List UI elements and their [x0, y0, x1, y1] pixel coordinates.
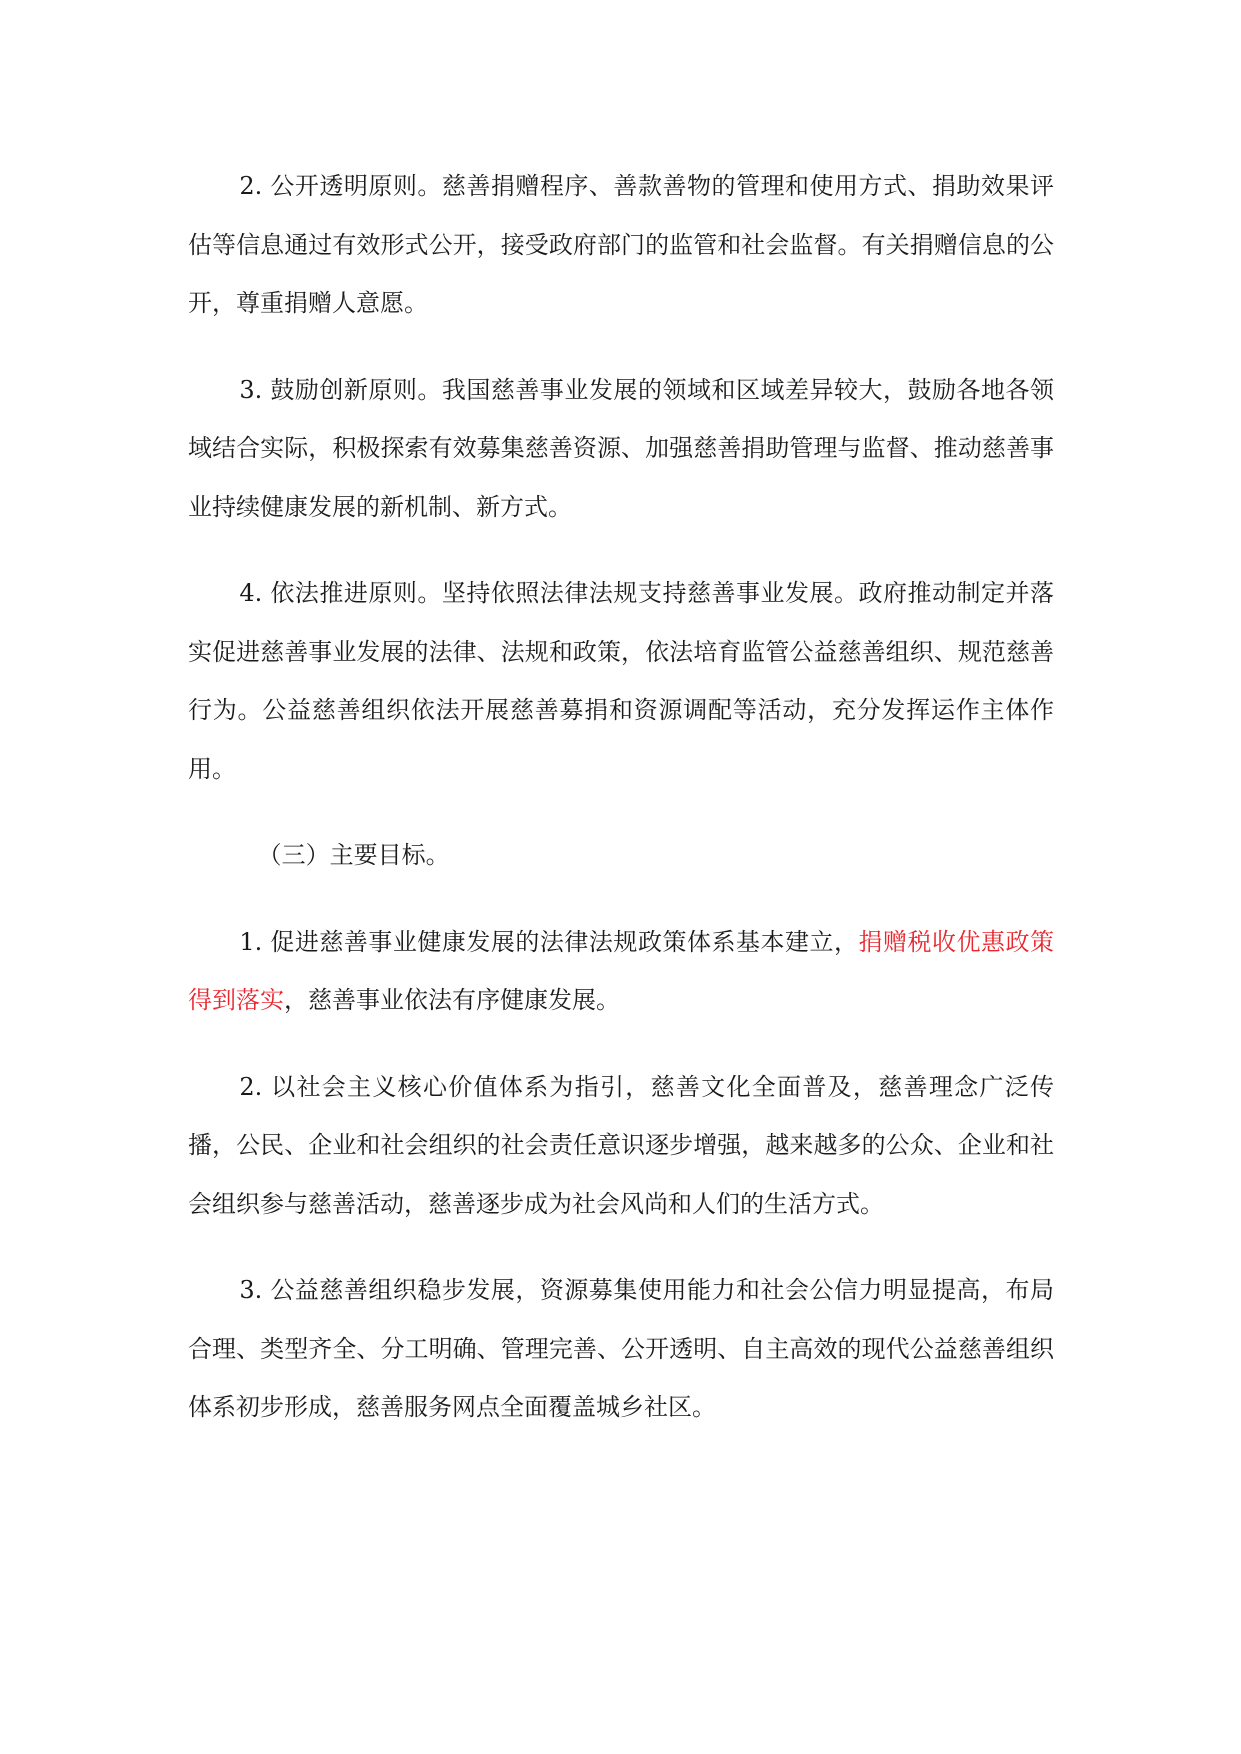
- paragraph-goal-organizations: 3. 公益慈善组织稳步发展，资源募集使用能力和社会公信力明显提高，布局合理、类型齐全、分工明确、管理完善、公开透明、自主高效的现代公益慈善组织体系初步形成，慈善服务网点全面覆盖城乡社区。: [188, 1276, 1054, 1421]
- goal-text-after: ，慈善事业依法有序健康发展。: [284, 986, 620, 1014]
- paragraph-principle-innovation: 3. 鼓励创新原则。我国慈善事业发展的领域和区域差异较大，鼓励各地各领域结合实际，积极探索有效募集慈善资源、加强慈善捐助管理与监督、推动慈善事业持续健康发展的新机制、新方式。: [188, 375, 1054, 521]
- document-body: [188, 157, 1054, 1465]
- section-heading-main-goals: （三）主要目标。: [257, 841, 450, 869]
- highlighted-text: 捐赠税收优惠政策得到落实: [188, 927, 1055, 1014]
- paragraph-principle-rule-of-law: 4. 依法推进原则。坚持依照法律法规支持慈善事业发展。政府推动制定并落实促进慈善事业发展的法律、法规和政策，依法培育监管公益慈善组织、规范慈善行为。公益慈善组织依法开展慈善募捐和资源调配等活动，充分发挥运作主体作用。: [188, 579, 1054, 783]
- goal-text-before: 1. 促进慈善事业健康发展的法律法规政策体系基本建立，: [239, 927, 859, 956]
- paragraph-goal-legal-system: [188, 913, 1054, 1030]
- paragraph-goal-charity-culture: 2. 以社会主义核心价值体系为指引，慈善文化全面普及，慈善理念广泛传播，公民、企业和社会组织的社会责任意识逐步增强，越来越多的公众、企业和社会组织参与慈善活动，慈善逐步成为社会风尚和人们的生活方式。: [188, 1072, 1054, 1218]
- paragraph-principle-transparency: 2. 公开透明原则。慈善捐赠程序、善款善物的管理和使用方式、捐助效果评估等信息通过有效形式公开，接受政府部门的监管和社会监督。有关捐赠信息的公开，尊重捐赠人意愿。: [188, 172, 1054, 317]
